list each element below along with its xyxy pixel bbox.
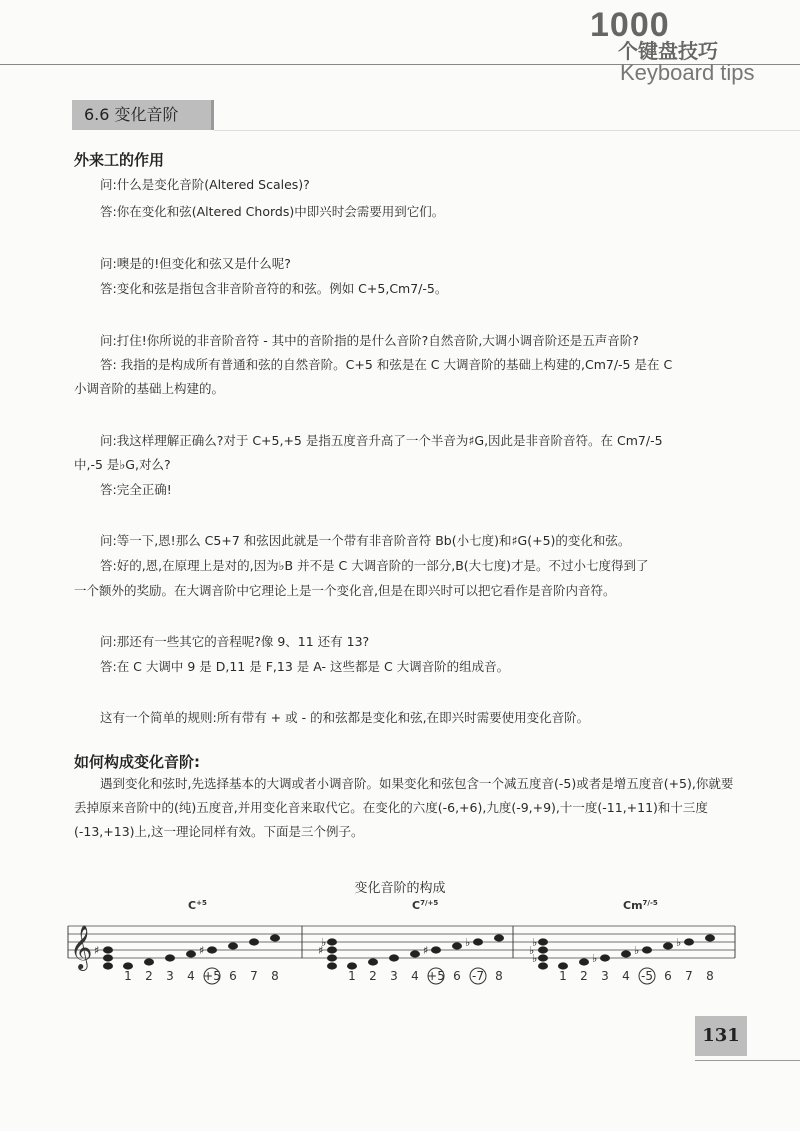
scale-note — [684, 938, 694, 945]
degree-label: 4 — [411, 969, 419, 983]
text-line: 答:完全正确! — [100, 482, 172, 497]
text-line: 答:好的,恩,在原理上是对的,因为♭B 并不是 C 大调音阶的一部分,B(大七度)才是。不过小七度得到了 — [100, 558, 649, 573]
section-title: 6.6 变化音阶 — [72, 100, 214, 130]
chord-note — [538, 962, 548, 969]
chord-symbol: $C^{7/+5}$ — [412, 899, 439, 912]
scale-note — [621, 950, 631, 957]
sharp-icon: ♯ — [318, 944, 324, 957]
chord-symbol: $C^{+5}$ — [188, 899, 207, 912]
flat-icon: ♭ — [676, 936, 682, 949]
chord-note — [327, 946, 337, 953]
degree-label: 6 — [229, 969, 237, 983]
degree-label: 7 — [685, 969, 693, 983]
text-line: 问:我这样理解正确么?对于 C+5,+5 是指五度音升高了一个半音为♯G,因此是非音阶音符。在 Cm7/-5 — [100, 433, 663, 448]
logo-en: Keyboard tips — [620, 60, 755, 85]
heading-how: 如何构成变化音阶: — [74, 753, 200, 771]
chord-note — [103, 954, 113, 961]
flat-icon: ♭ — [634, 944, 640, 957]
scale-note — [165, 954, 175, 961]
page-number: 131 — [695, 1016, 747, 1056]
chord-note — [327, 962, 337, 969]
paragraph: 遇到变化和弦时,先选择基本的大调或者小调音阶。如果变化和弦包含一个减五度音(-5)或者是增五度音(+5),你就要丢掉原来音阶中的(纯)五度音,并用变化音来取代它。在变化的六度(-6,+6),九度(-9,+9),十一度(-11,+11)和十三度(-13,+13)上,这一理论同样有效。下面是三个例子。 — [74, 776, 734, 839]
degree-label: 2 — [369, 969, 377, 983]
scale-note — [473, 938, 483, 945]
logo-cn: 个键盘技巧 — [618, 39, 718, 63]
chord-note — [538, 946, 548, 953]
degree-label: 4 — [187, 969, 195, 983]
scale-note — [207, 946, 217, 953]
chord-symbol: $Cm^{7/-5}$ — [623, 899, 658, 912]
flat-icon: ♭ — [321, 936, 327, 949]
text-line: 问:等一下,恩!那么 C5+7 和弦因此就是一个带有非音阶音符 Bb(小七度)和♯G(+5)的变化和弦。 — [100, 533, 631, 548]
heading-foreign: 外来工的作用 — [74, 151, 165, 169]
degree-label: 3 — [166, 969, 174, 983]
text-line: 中,-5 是♭G,对么? — [74, 457, 171, 472]
book-logo — [590, 6, 755, 85]
degree-label: 1 — [559, 969, 567, 983]
scale-note — [705, 934, 715, 941]
degree-label: 3 — [390, 969, 398, 983]
scale-note — [228, 942, 238, 949]
degree-label: 7 — [250, 969, 258, 983]
scale-note — [270, 934, 280, 941]
text-line: 问:噢是的!但变化和弦又是什么呢? — [100, 256, 291, 271]
degree-label: 1 — [348, 969, 356, 983]
degree-label: 3 — [601, 969, 609, 983]
flat-icon: ♭ — [532, 952, 538, 965]
treble-clef-icon: 𝄞 — [70, 925, 93, 969]
degree-label: 1 — [124, 969, 132, 983]
degree-label: -5 — [641, 969, 653, 983]
scale-note — [410, 950, 420, 957]
text-line: 答:在 C 大调中 9 是 D,11 是 F,13 是 A- 这些都是 C 大调音阶的组成音。 — [100, 659, 510, 674]
figure-caption: 变化音阶的构成 — [354, 881, 446, 896]
scale-note — [368, 958, 378, 965]
scale-note — [494, 934, 504, 941]
degree-label: 8 — [706, 969, 714, 983]
chord-note — [538, 938, 548, 945]
scale-note — [144, 958, 154, 965]
degree-label: 4 — [622, 969, 630, 983]
flat-icon: ♭ — [465, 936, 471, 949]
scale-note — [186, 950, 196, 957]
scale-note — [452, 942, 462, 949]
text-line: 这有一个简单的规则:所有带有 + 或 - 的和弦都是变化和弦,在即兴时需要使用变化音阶。 — [100, 710, 590, 725]
text-line: 答: 我指的是构成所有普通和弦的自然音阶。C+5 和弦是在 C 大调音阶的基础上构建的,Cm7/-5 是在 C — [100, 357, 673, 372]
sharp-icon: ♯ — [94, 944, 100, 957]
text-line: 小调音阶的基础上构建的。 — [74, 381, 225, 396]
degree-label: 8 — [495, 969, 503, 983]
text-line: 问:什么是变化音阶(Altered Scales)? — [100, 177, 310, 192]
chord-note — [538, 954, 548, 961]
logo-number: 1000 — [590, 6, 670, 44]
music-staff-figure — [0, 895, 800, 1015]
text-line: 一个额外的奖励。在大调音阶中它理论上是一个变化音,但是在即兴时可以把它看作是音阶内音符。 — [74, 583, 616, 598]
chord-note — [103, 946, 113, 953]
scale-note — [642, 946, 652, 953]
degree-label: 2 — [145, 969, 153, 983]
sharp-icon: ♯ — [199, 944, 205, 957]
text-line: 答:你在变化和弦(Altered Chords)中即兴时会需要用到它们。 — [100, 204, 445, 219]
degree-label: 2 — [580, 969, 588, 983]
scale-note — [663, 942, 673, 949]
chord-note — [327, 938, 337, 945]
scale-note — [249, 938, 259, 945]
scale-note — [600, 954, 610, 961]
degree-label: 6 — [664, 969, 672, 983]
degree-label: 6 — [453, 969, 461, 983]
text-line: 答:变化和弦是指包含非音阶音符的和弦。例如 C+5,Cm7/-5。 — [100, 281, 448, 296]
section-rule — [214, 130, 800, 131]
scale-note — [431, 946, 441, 953]
chord-note — [327, 954, 337, 961]
flat-icon: ♭ — [532, 936, 538, 949]
flat-icon: ♭ — [592, 952, 598, 965]
degree-label: +5 — [203, 969, 221, 983]
degree-label: +5 — [427, 969, 445, 983]
scale-note — [389, 954, 399, 961]
degree-label: -7 — [472, 969, 484, 983]
footer-rule — [695, 1060, 800, 1061]
sharp-icon: ♯ — [423, 944, 429, 957]
degree-label: 8 — [271, 969, 279, 983]
scale-note — [579, 958, 589, 965]
flat-icon: ♭ — [529, 944, 535, 957]
text-line: 问:打住!你所说的非音阶音符 - 其中的音阶指的是什么音阶?自然音阶,大调小调音阶还是五声音阶? — [100, 333, 639, 348]
text-line: 问:那还有一些其它的音程呢?像 9、11 还有 13? — [100, 634, 370, 649]
chord-note — [103, 962, 113, 969]
